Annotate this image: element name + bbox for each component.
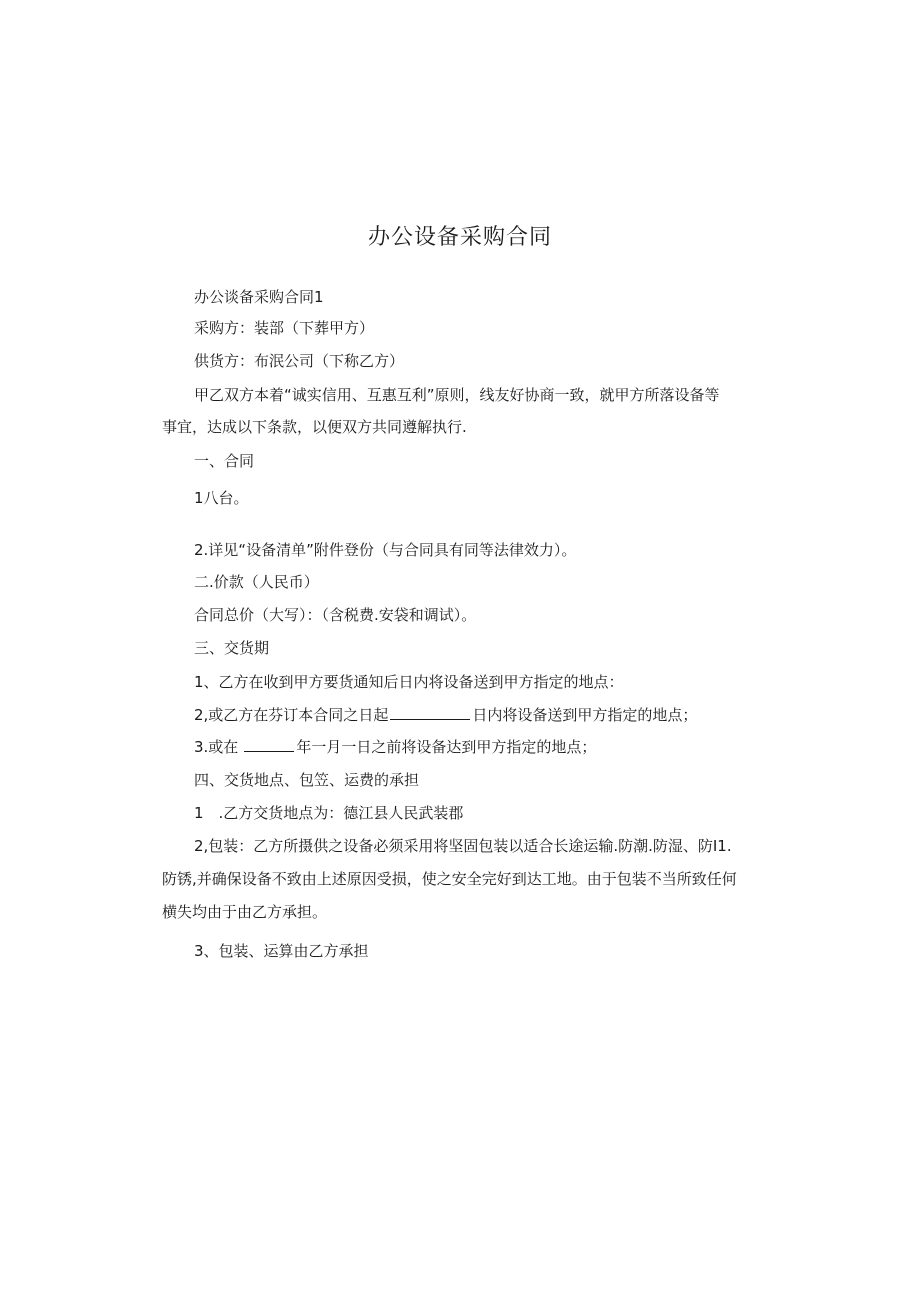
supplier-line: 供货方：布泯公司（下称乙方） (194, 352, 405, 370)
section-1-item-2: 2.详见“设备清单”附件登份（与合同具有同等法律效力）。 (194, 541, 577, 559)
blank-underline (244, 737, 294, 752)
purchaser-line: 采购方：装部（下葬甲方） (194, 319, 375, 337)
section-3-item-2 (194, 705, 697, 725)
item-2-suffix: 日内将设备送到甲方指定的地点； (472, 706, 698, 724)
item-3-prefix: 3.或在 (194, 738, 239, 756)
section-2-heading: 二.价款（人民币） (194, 573, 319, 591)
item-3-suffix: 年一月一日之前将设备达到甲方指定的地点； (296, 738, 597, 756)
section-4-item-2-line-1: 2,包装：乙方所摄供之设备必须采用将坚固包装以适合长途运输.防潮.防湿、防I1. (194, 837, 732, 855)
section-4-item-2-line-3: 横失均由于由乙方承担。 (162, 903, 328, 921)
section-1-heading: 一、合同 (194, 452, 255, 470)
blank-underline (390, 705, 470, 720)
item-2-prefix: 2,或乙方在芬订本合同之日起 (194, 706, 389, 724)
section-1-item-1: 1八台。 (194, 489, 249, 507)
preamble-line-2: 事宜，达成以下条款，以便双方共同遵解执行. (162, 418, 467, 436)
section-2-total-price: 合同总价（大写）：（含税费.安袋和调试）。 (194, 606, 477, 624)
section-4-item-2-line-2: 防锈,并确保设备不致由上述原因受损，使之安全完好到达工地。由于包装不当所致任何 (162, 870, 737, 888)
section-4-item-1: 1 .乙方交货地点为：德江县人民武装郡 (194, 804, 464, 822)
subtitle-line: 办公谈备采购合同1 (194, 288, 324, 306)
section-3-item-3 (194, 737, 596, 757)
section-4-heading: 四、交货地点、包笠、运费的承担 (194, 771, 420, 789)
section-3-heading: 三、交货期 (194, 639, 270, 657)
document-title: 办公设备采购合同 (367, 225, 552, 250)
preamble-line-1: 甲乙双方本着“诚实信用、互惠互利”原则，线友好协商一致，就甲方所落设备等 (194, 386, 720, 404)
section-4-item-3: 3、包装、运算由乙方承担 (194, 942, 369, 960)
section-3-item-1: 1、乙方在收到甲方要货通知后日内将设备送到甲方指定的地点： (194, 673, 624, 691)
